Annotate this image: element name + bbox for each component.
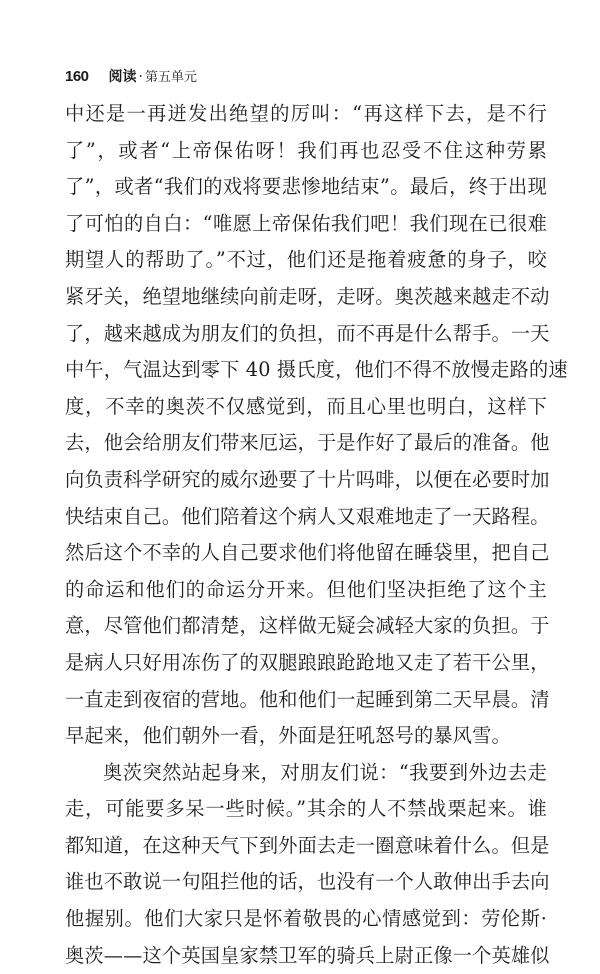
text-line: 走，可能要多呆一些时候。”其余的人不禁战栗起来。谁 [65,797,547,821]
text-line: 了”，或者“上帝保佑呀！我们再也忍受不住这种劳累 [65,138,547,162]
paragraph-end-line: 早起来，他们朝外一看，外面是狂吼怒号的暴风雪。 [65,724,511,748]
body-text [65,96,568,974]
text-line: 向负责科学研究的威尔逊要了十片吗啡，以便在必要时加 [65,467,550,491]
text-line: 了可怕的自白：“唯愿上帝保佑我们吧！我们现在已很难 [65,211,547,235]
unit-title: 第五单元 [144,70,197,85]
text-line: 奥茨——这个英国皇家禁卫军的骑兵上尉正像一个英雄似 [65,943,550,967]
text-line: 了”，或者“我们的戏将要悲惨地结束”。最后，终于出现 [65,175,547,199]
text-line: 是病人只好用冻伤了的双腿踉踉跄跄地又走了若干公里， [65,650,550,674]
text-line: 了，越来越成为朋友们的负担，而不再是什么帮手。一天 [65,321,550,345]
text-line: 谁也不敢说一句阻拦他的话，也没有一个人敢伸出手去向 [65,870,550,894]
text-line: 期望人的帮助了。”不过，他们还是拖着疲惫的身子，咬 [65,248,547,272]
page-number: 160 [65,68,89,85]
running-header [65,66,197,88]
text-line: 意，尽管他们都清楚，这样做无疑会减轻大家的负担。于 [65,614,550,638]
text-line: 中午，气温达到零下 40 摄氏度，他们不得不放慢走路的速 [65,358,568,382]
text-line: 去，他会给朋友们带来厄运，于是作好了最后的准备。他 [65,431,550,455]
text-line: 度，不幸的奥茨不仅感觉到，而且心里也明白，这样下 [65,394,547,418]
section-title: 阅读 [108,69,137,85]
text-line: 中还是一再迸发出绝望的厉叫：“再这样下去，是不行 [65,102,547,125]
text-line: 的命运和他们的命运分开来。但他们坚决拒绝了这个主 [65,577,547,601]
header-separator: · [138,69,143,85]
text-line: 都知道，在这种天气下到外面去走一圈意味着什么。但是 [65,833,550,857]
text-line: 他握别。他们大家只是怀着敬畏的心情感觉到：劳伦斯· [65,907,547,931]
text-line: 然后这个不幸的人自己要求他们将他留在睡袋里，把自己 [65,541,550,565]
paragraph-start-line: 奥茨突然站起身来，对朋友们说：“我要到外边去走 [103,760,547,784]
text-line: 一直走到夜宿的营地。他和他们一起睡到第二天早晨。清 [65,687,550,711]
text-line: 快结束自己。他们陪着这个病人又艰难地走了一天路程。 [65,504,550,528]
text-line: 紧牙关，绝望地继续向前走呀，走呀。奥茨越来越走不动 [65,284,550,308]
